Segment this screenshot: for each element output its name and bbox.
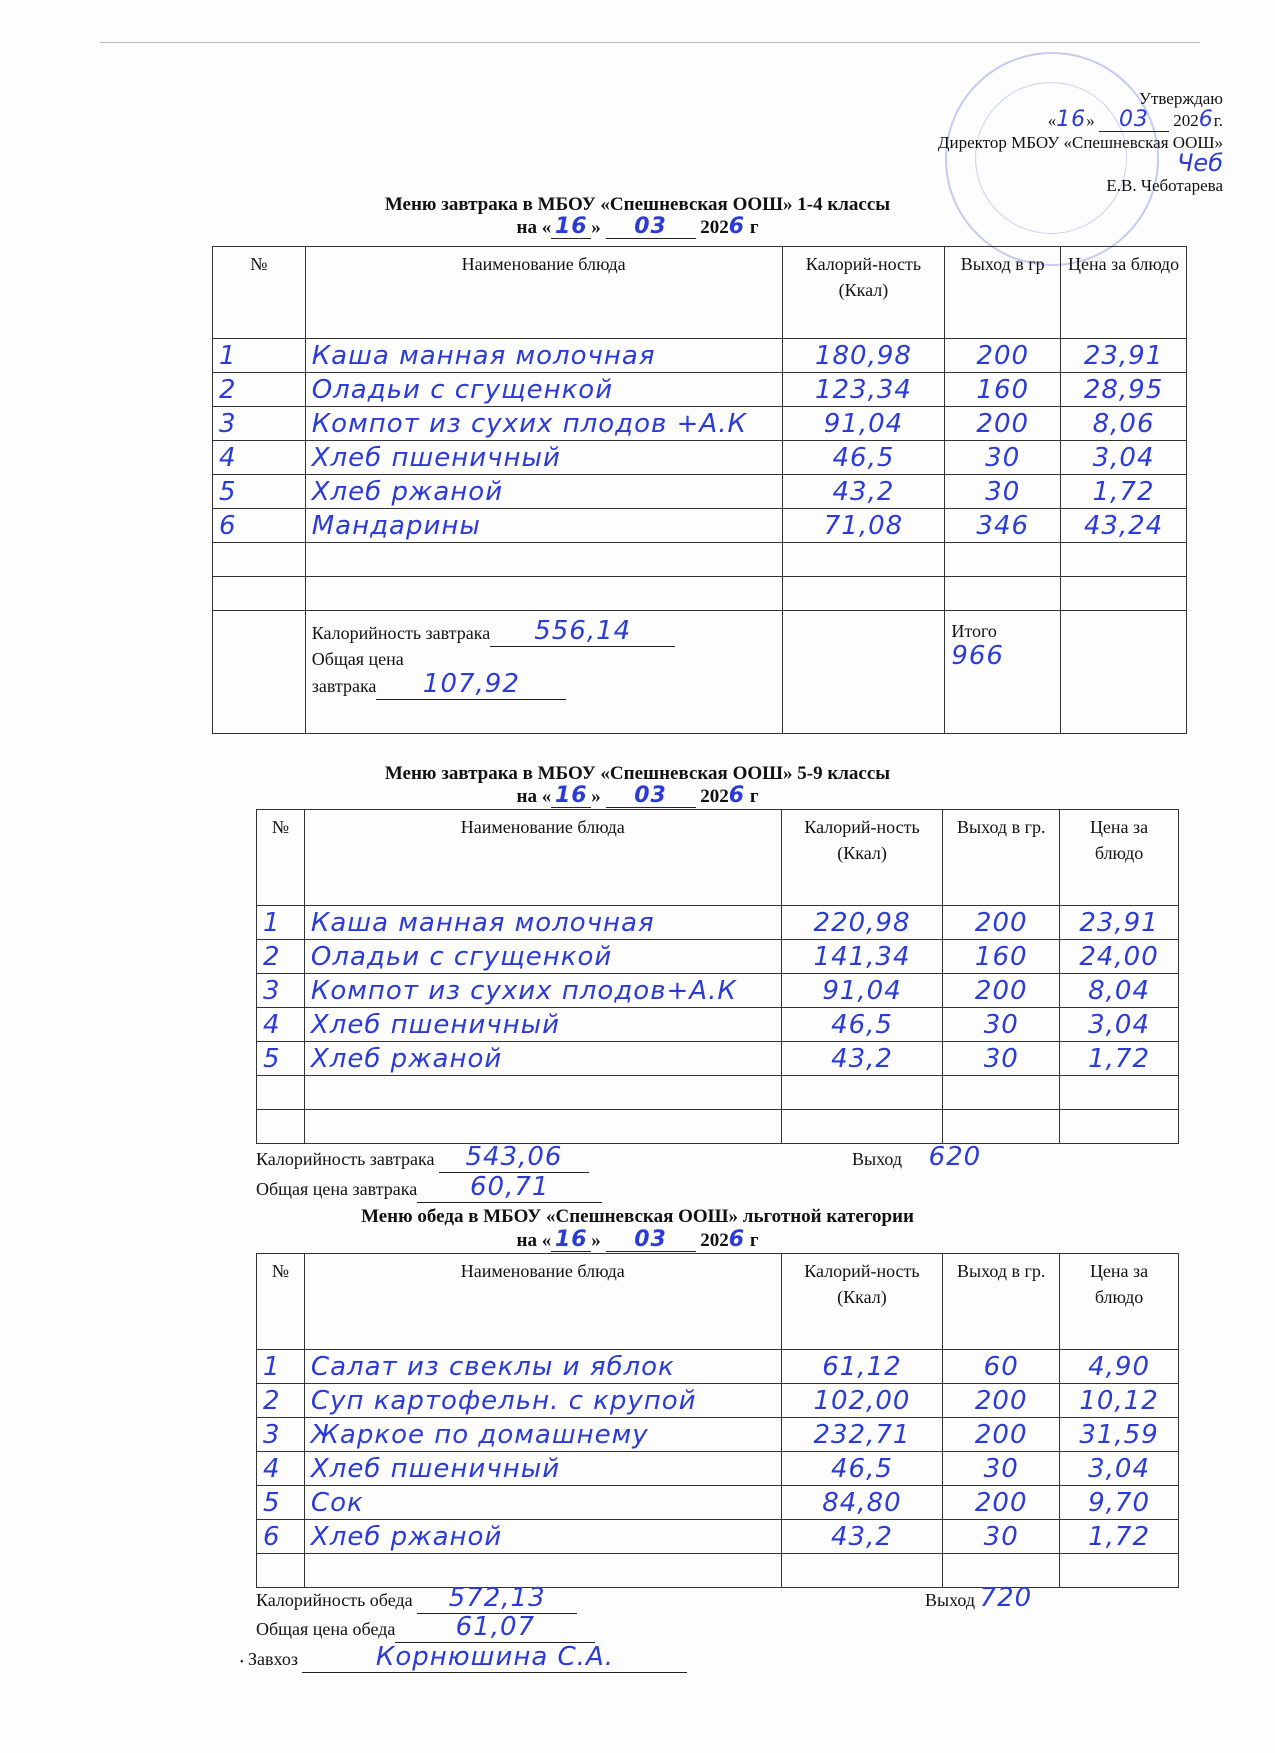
- menu1-table: [212, 246, 1187, 734]
- dish-price: 3,04: [1061, 441, 1187, 475]
- table-row: [257, 940, 1179, 974]
- dish-output: 200: [943, 974, 1060, 1008]
- dish-price: 43,24: [1061, 509, 1187, 543]
- menu2-cal-value: 543,06: [465, 1142, 563, 1172]
- menu1-price-label-1: Общая цена: [311, 649, 404, 669]
- table-row: [213, 407, 1187, 441]
- dish-output: 200: [945, 407, 1061, 441]
- dish-calories: 123,34: [782, 373, 945, 407]
- dish-name: [304, 1076, 781, 1110]
- table-row: [213, 339, 1187, 373]
- dish-name: Хлеб пшеничный: [304, 1008, 781, 1042]
- dish-name: Хлеб ржаной: [305, 475, 782, 509]
- dish-output: 30: [945, 441, 1061, 475]
- dish-name: Компот из сухих плодов +А.К: [305, 407, 782, 441]
- row-number: 3: [257, 1418, 305, 1452]
- col-output: Выход в гр.: [943, 810, 1060, 906]
- menu3-table: [256, 1253, 1179, 1588]
- menu1-total-value: 966: [951, 641, 1004, 671]
- dish-price: [1061, 577, 1187, 611]
- menu1-total-label: Итого: [951, 621, 997, 641]
- menu3-month: 03: [634, 1227, 667, 1252]
- dish-output: 30: [943, 1520, 1060, 1554]
- dish-output: 30: [943, 1008, 1060, 1042]
- dish-name: Хлеб ржаной: [304, 1520, 781, 1554]
- menu2-price-label: Общая цена завтрака: [256, 1179, 418, 1199]
- menu3-title: Меню обеда в МБОУ «Спешневская ООШ» льготной категории: [361, 1206, 914, 1227]
- dish-calories: 61,12: [781, 1350, 943, 1384]
- menu2-cal-line: [256, 1142, 589, 1173]
- row-number: [213, 577, 306, 611]
- row-number: 5: [257, 1042, 305, 1076]
- dish-calories: 180,98: [782, 339, 945, 373]
- menu3-price-label: Общая цена обеда: [256, 1619, 396, 1639]
- table-row: [257, 1418, 1179, 1452]
- col-dish: Наименование блюда: [305, 247, 782, 339]
- menu3-price-value: 61,07: [455, 1612, 536, 1642]
- dish-price: [1060, 1554, 1179, 1588]
- dish-price: 23,91: [1061, 339, 1187, 373]
- col-price: Цена за блюдо: [1060, 810, 1179, 906]
- row-number: 5: [257, 1486, 305, 1520]
- menu2-title: Меню завтрака в МБОУ «Спешневская ООШ» 5-9 классы: [384, 763, 891, 784]
- col-price: Цена за блюдо: [1061, 247, 1187, 339]
- dish-price: [1061, 543, 1187, 577]
- dish-calories: 220,98: [781, 906, 943, 940]
- dish-name: Компот из сухих плодов+А.К: [304, 974, 781, 1008]
- dish-name: Хлеб ржаной: [304, 1042, 781, 1076]
- storekeeper-label: Завхоз: [248, 1649, 298, 1669]
- col-dish: Наименование блюда: [304, 810, 781, 906]
- row-number: 2: [257, 1384, 305, 1418]
- dish-price: 1,72: [1060, 1042, 1179, 1076]
- menu3-day: 16: [554, 1227, 588, 1252]
- dish-name: Оладьи с сгущенкой: [305, 373, 782, 407]
- dish-price: 23,91: [1060, 906, 1179, 940]
- menu2-out-line: [852, 1142, 981, 1172]
- dish-price: [1060, 1110, 1179, 1144]
- row-number: 2: [257, 940, 305, 974]
- dish-calories: [781, 1554, 943, 1588]
- dish-calories: 91,04: [782, 407, 945, 441]
- dish-output: 30: [943, 1452, 1060, 1486]
- table-row: [257, 1076, 1179, 1110]
- approval-year-suffix: 6: [1198, 107, 1214, 132]
- row-number: 4: [213, 441, 306, 475]
- dish-calories: 141,34: [781, 940, 943, 974]
- dish-calories: 91,04: [781, 974, 943, 1008]
- dish-output: [943, 1110, 1060, 1144]
- dish-output: 30: [945, 475, 1061, 509]
- menu1-title: Меню завтрака в МБОУ «Спешневская ООШ» 1-4 классы: [384, 194, 891, 215]
- dish-name: Мандарины: [305, 509, 782, 543]
- dish-calories: 232,71: [781, 1418, 943, 1452]
- dish-output: 200: [943, 1418, 1060, 1452]
- dish-price: 10,12: [1060, 1384, 1179, 1418]
- dish-calories: [782, 543, 945, 577]
- col-calories: Калорий-ность (Ккал): [782, 247, 945, 339]
- dish-output: 200: [943, 906, 1060, 940]
- dish-price: 1,72: [1060, 1520, 1179, 1554]
- dish-price: 31,59: [1060, 1418, 1179, 1452]
- approve-word: Утверждаю: [1138, 89, 1223, 108]
- dish-output: 160: [943, 940, 1060, 974]
- dish-calories: 71,08: [782, 509, 945, 543]
- row-number: 4: [257, 1008, 305, 1042]
- menu1-price-label-2: завтрака: [311, 676, 377, 696]
- dish-name: Салат из свеклы и яблок: [304, 1350, 781, 1384]
- dish-calories: 46,5: [782, 441, 945, 475]
- dish-price: 1,72: [1061, 475, 1187, 509]
- director-line: Директор МБОУ «Спешневская ООШ»: [937, 133, 1223, 152]
- menu2-header-row: [257, 810, 1179, 906]
- director-signature: Чеб: [1176, 149, 1223, 177]
- row-number: 3: [257, 974, 305, 1008]
- storekeeper-line: [240, 1642, 687, 1673]
- menu3-cal-value: 572,13: [448, 1583, 546, 1613]
- menu1-summary-row: [213, 611, 1187, 734]
- table-row: [257, 1110, 1179, 1144]
- table-row: [257, 974, 1179, 1008]
- dish-name: Суп картофельн. с крупой: [304, 1384, 781, 1418]
- dish-price: 3,04: [1060, 1008, 1179, 1042]
- menu2-out-label: Выход: [852, 1149, 903, 1169]
- dish-calories: 43,2: [781, 1042, 943, 1076]
- row-number: [213, 543, 306, 577]
- dish-calories: 43,2: [781, 1520, 943, 1554]
- dish-price: [1060, 1076, 1179, 1110]
- col-output: Выход в гр: [945, 247, 1061, 339]
- row-number: [257, 1110, 305, 1144]
- dish-price: 4,90: [1060, 1350, 1179, 1384]
- table-row: [213, 373, 1187, 407]
- dish-name: Хлеб пшеничный: [305, 441, 782, 475]
- dish-calories: 102,00: [781, 1384, 943, 1418]
- approval-date: «16» 03 2026г.: [1047, 107, 1223, 132]
- row-number: 1: [213, 339, 306, 373]
- col-number: №: [257, 810, 305, 906]
- row-number: [257, 1076, 305, 1110]
- row-number: 1: [257, 906, 305, 940]
- approval-month: 03: [1118, 107, 1149, 132]
- menu1-day: 16: [554, 214, 588, 239]
- dish-calories: 46,5: [781, 1452, 943, 1486]
- dish-output: [945, 577, 1061, 611]
- dish-calories: 46,5: [781, 1008, 943, 1042]
- menu2-price-line: [256, 1172, 602, 1203]
- dish-output: 346: [945, 509, 1061, 543]
- dish-calories: [781, 1076, 943, 1110]
- table-row: [213, 543, 1187, 577]
- dish-output: [943, 1076, 1060, 1110]
- menu2-table: [256, 809, 1179, 1144]
- dish-calories: [782, 577, 945, 611]
- approval-day: 16: [1056, 107, 1087, 132]
- col-calories: Калорий-ность (Ккал): [781, 1254, 943, 1350]
- menu2-month: 03: [634, 783, 667, 808]
- col-price: Цена за блюдо: [1060, 1254, 1179, 1350]
- dish-name: Сок: [304, 1486, 781, 1520]
- row-number: 6: [257, 1520, 305, 1554]
- col-number: №: [213, 247, 306, 339]
- dish-output: 30: [943, 1042, 1060, 1076]
- row-number: 2: [213, 373, 306, 407]
- dish-price: 28,95: [1061, 373, 1187, 407]
- menu1-header-row: [213, 247, 1187, 339]
- menu1-date: на « 16 » 03 2026 г: [516, 214, 759, 239]
- table-row: [257, 1452, 1179, 1486]
- dish-output: 160: [945, 373, 1061, 407]
- director-name: Е.В. Чеботарева: [1106, 176, 1223, 195]
- table-row: [257, 1520, 1179, 1554]
- bullet-dot: •: [240, 1657, 244, 1668]
- row-number: 6: [213, 509, 306, 543]
- table-row: [257, 1350, 1179, 1384]
- table-row: [213, 509, 1187, 543]
- approval-block: [938, 88, 1223, 196]
- menu3-cal-label: Калорийность обеда: [256, 1590, 413, 1610]
- menu3-header-row: [257, 1254, 1179, 1350]
- table-row: [213, 475, 1187, 509]
- menu1-month: 03: [634, 214, 667, 239]
- menu3-out-label: Выход: [925, 1590, 976, 1610]
- dish-name: Каша манная молочная: [305, 339, 782, 373]
- dish-name: Жаркое по домашнему: [304, 1418, 781, 1452]
- menu3-date: на « 16 » 03 2026 г: [516, 1227, 759, 1252]
- dish-name: Хлеб пшеничный: [304, 1452, 781, 1486]
- menu2-date: на « 16 » 03 2026 г: [516, 783, 759, 808]
- dish-price: 3,04: [1060, 1452, 1179, 1486]
- dish-name: [305, 577, 782, 611]
- dish-name: [305, 543, 782, 577]
- col-calories: Калорий-ность (Ккал): [781, 810, 943, 906]
- table-row: [213, 441, 1187, 475]
- dish-calories: 43,2: [782, 475, 945, 509]
- dish-price: 24,00: [1060, 940, 1179, 974]
- dish-price: 8,06: [1061, 407, 1187, 441]
- menu1-cal-value: 556,14: [534, 616, 632, 646]
- col-output: Выход в гр.: [943, 1254, 1060, 1350]
- dish-calories: [781, 1110, 943, 1144]
- approval-year: 202: [1173, 111, 1199, 130]
- dish-calories: 84,80: [781, 1486, 943, 1520]
- storekeeper-signature: Корнюшина С.А.: [375, 1642, 615, 1672]
- menu2-day: 16: [554, 783, 588, 808]
- table-row: [257, 1008, 1179, 1042]
- table-row: [257, 906, 1179, 940]
- col-dish: Наименование блюда: [304, 1254, 781, 1350]
- menu2-cal-label: Калорийность завтрака: [256, 1149, 435, 1169]
- dish-output: 200: [943, 1384, 1060, 1418]
- dish-output: 200: [945, 339, 1061, 373]
- menu1-price-value: 107,92: [422, 669, 520, 699]
- menu2-price-value: 60,71: [470, 1172, 550, 1202]
- menu1-cal-label: Калорийность завтрака: [311, 623, 491, 643]
- row-number: 3: [213, 407, 306, 441]
- col-number: №: [257, 1254, 305, 1350]
- menu3-out-line: [925, 1583, 1032, 1613]
- row-number: 5: [213, 475, 306, 509]
- table-row: [257, 1486, 1179, 1520]
- dish-output: 60: [943, 1350, 1060, 1384]
- dish-price: 8,04: [1060, 974, 1179, 1008]
- table-row: [257, 1384, 1179, 1418]
- menu2-out-value: 620: [928, 1142, 982, 1172]
- row-number: 1: [257, 1350, 305, 1384]
- table-row: [257, 1042, 1179, 1076]
- dish-price: 9,70: [1060, 1486, 1179, 1520]
- dish-output: 200: [943, 1486, 1060, 1520]
- dish-name: Оладьи с сгущенкой: [304, 940, 781, 974]
- row-number: 4: [257, 1452, 305, 1486]
- dish-name: Каша манная молочная: [304, 906, 781, 940]
- dish-output: [945, 543, 1061, 577]
- menu3-price-line: [256, 1612, 595, 1643]
- menu3-cal-line: [256, 1583, 577, 1614]
- table-row: [213, 577, 1187, 611]
- menu3-out-value: 720: [979, 1583, 1033, 1613]
- dish-name: [304, 1110, 781, 1144]
- page-top-rule: [100, 42, 1200, 43]
